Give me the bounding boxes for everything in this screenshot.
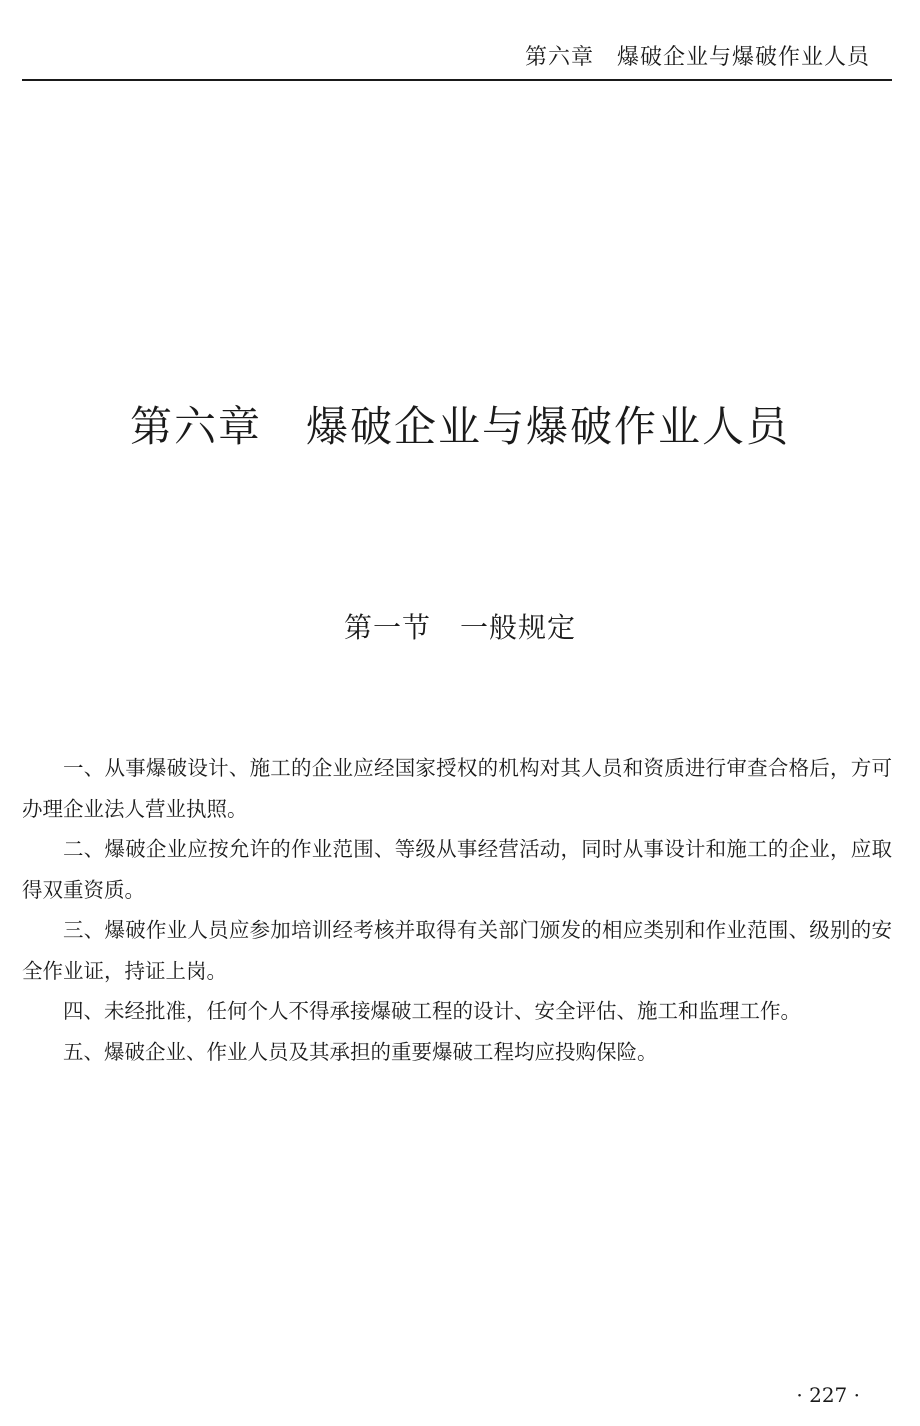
section-title: 第一节 一般规定 xyxy=(343,611,576,644)
paragraph-1: 一、从事爆破设计、施工的企业应经国家授权的机构对其人员和资质进行审查合格后，方可办理企业法人营业执照。 xyxy=(22,756,892,821)
page-number: · 227 · xyxy=(796,1383,860,1407)
chapter-title: 第六章 爆破企业与爆破作业人员 xyxy=(129,402,790,451)
paragraph-2: 二、爆破企业应按允许的作业范围、等级从事经营活动，同时从事设计和施工的企业，应取得双重资质。 xyxy=(22,837,892,902)
paragraph-3: 三、爆破作业人员应参加培训经考核并取得有关部门颁发的相应类别和作业范围、级别的安全作业证，持证上岗。 xyxy=(22,918,892,983)
body-text xyxy=(22,748,892,1072)
header-rule xyxy=(22,79,892,81)
running-header: 第六章 爆破企业与爆破作业人员 xyxy=(524,45,870,70)
paragraph-4: 四、未经批准，任何个人不得承接爆破工程的设计、安全评估、施工和监理工作。 xyxy=(63,999,801,1023)
paragraph-5: 五、爆破企业、作业人员及其承担的重要爆破工程均应投购保险。 xyxy=(63,1039,658,1064)
